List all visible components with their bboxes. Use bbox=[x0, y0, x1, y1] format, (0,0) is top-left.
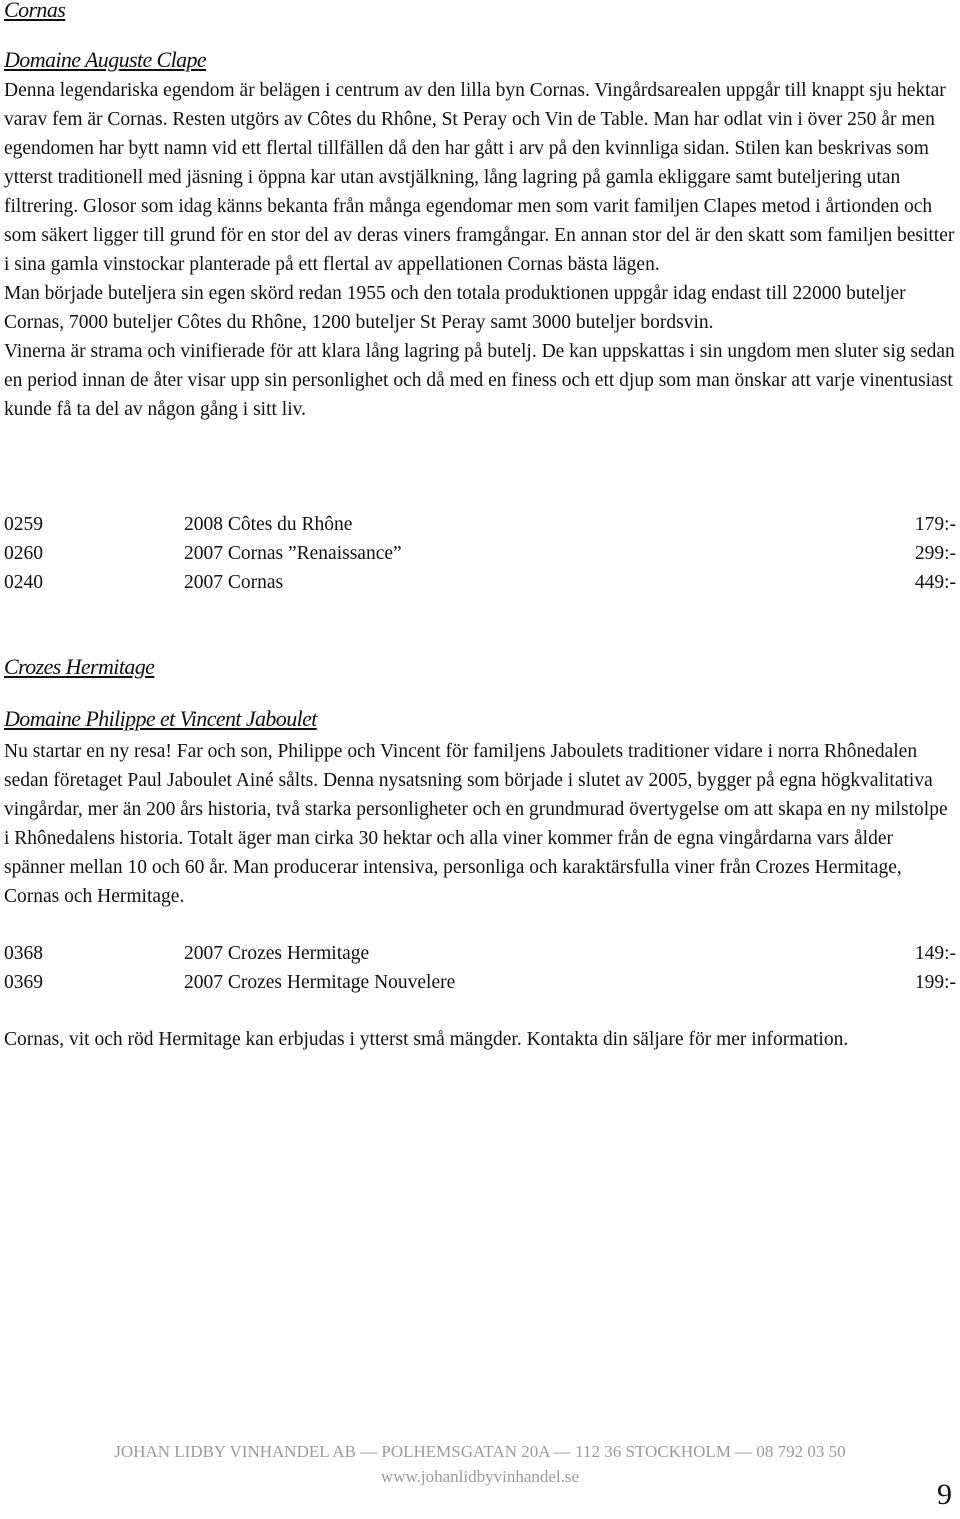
crozes-description bbox=[4, 737, 956, 911]
wine-price: 449:- bbox=[914, 572, 956, 593]
wine-row bbox=[4, 939, 956, 968]
wine-number: 0260 bbox=[4, 543, 43, 564]
wine-price: 149:- bbox=[914, 943, 956, 964]
wine-row bbox=[4, 568, 956, 597]
producer-heading-jaboulet: Domaine Philippe et Vincent Jaboulet bbox=[4, 706, 317, 731]
wine-row bbox=[4, 968, 956, 997]
wine-number: 0369 bbox=[4, 972, 43, 993]
wine-name: 2007 Crozes Hermitage bbox=[184, 943, 370, 964]
availability-note-text: Cornas, vit och röd Hermitage kan erbjudas i ytterst små mängder. Kontakta din säljare för mer information. bbox=[4, 1029, 849, 1050]
wine-price: 179:- bbox=[914, 514, 956, 535]
cornas-paragraph-3: Vinerna är strama och vinifierade för att klara lång lagring på butelj. De kan uppskattas i sin ungdom men sluter sig sedan en period innan de åter visar upp sin personlighet och då med en finess och ett djup som man önskar att varje vinentusiast kunde få ta del av någon gång i sitt liv. bbox=[4, 341, 955, 420]
availability-note bbox=[4, 1025, 956, 1054]
wine-name: 2007 Crozes Hermitage Nouvelere bbox=[184, 972, 456, 993]
page-number: 9 bbox=[937, 1478, 952, 1511]
wine-row bbox=[4, 539, 956, 568]
producer-heading-clape: Domaine Auguste Clape bbox=[4, 47, 207, 72]
footer-website[interactable]: www.johanlidbyvinhandel.se bbox=[380, 1467, 580, 1486]
section-heading-cornas: Cornas bbox=[4, 0, 66, 22]
wine-number: 0259 bbox=[4, 514, 43, 535]
wine-name: 2007 Cornas bbox=[184, 572, 284, 593]
wine-price: 299:- bbox=[914, 543, 956, 564]
crozes-wine-list bbox=[4, 939, 956, 997]
section-heading-crozes: Crozes Hermitage bbox=[4, 654, 155, 679]
cornas-paragraph-1: Denna legendariska egendom är belägen i centrum av den lilla byn Cornas. Vingårdsarealen uppgår till knappt sju hektar varav fem är Cornas. Resten utgörs av Côtes du Rhône, St Peray och Vin de Table. Man har odlat vin i över 250 år men egendomen har bytt namn vid ett flertal tillfällen då den har gått i arv på den kvinnliga sidan. Stilen kan beskrivas som ytterst traditionell med jäsning i öppna kar utan avstjälkning, lång lagring på gamla ekliggare samt buteljering utan filtrering. Glosor som idag känns bekanta från många egendomar men som varit familjen Clapes metod i årtionden och som säkert ligger till grund för en stor del av deras viners framgångar. En annan stor del är den skatt som familjen besitter i sina gamla vinstockar planterade på ett flertal av appellationen Cornas bästa lägen. bbox=[4, 80, 955, 275]
wine-number: 0240 bbox=[4, 572, 43, 593]
wine-name: 2008 Côtes du Rhône bbox=[184, 514, 353, 535]
crozes-paragraph-1: Nu startar en ny resa! Far och son, Philippe och Vincent för familjens Jaboulets traditioner vidare i norra Rhônedalen sedan företaget Paul Jaboulet Ainé sålts. Denna nysatsning som började i slutet av 2005, bygger på egna högkvalitativa vingårdar, mer än 200 års historia, två starka personligheter och en grundmurad övertygelse om att skapa en ny milstolpe i Rhônedalens historia. Totalt äger man cirka 30 hektar och alla viner kommer från de egna vingårdarna vars ålder spänner mellan 10 och 60 år. Man producerar intensiva, personliga och karaktärsfulla viner från Crozes Hermitage, Cornas och Hermitage. bbox=[4, 741, 948, 907]
cornas-description bbox=[4, 76, 956, 424]
wine-price: 199:- bbox=[914, 972, 956, 993]
wine-name: 2007 Cornas ”Renaissance” bbox=[184, 543, 402, 564]
footer-company-info: JOHAN LIDBY VINHANDEL AB — POLHEMSGATAN 20A — 112 36 STOCKHOLM — 08 792 03 50 bbox=[114, 1442, 846, 1461]
wine-row bbox=[4, 510, 956, 539]
cornas-wine-list bbox=[4, 510, 956, 597]
wine-number: 0368 bbox=[4, 943, 43, 964]
cornas-paragraph-2: Man började buteljera sin egen skörd redan 1955 och den totala produktionen uppgår idag endast till 22000 buteljer Cornas, 7000 buteljer Côtes du Rhône, 1200 buteljer St Peray samt 3000 buteljer bordsvin. bbox=[4, 283, 906, 333]
